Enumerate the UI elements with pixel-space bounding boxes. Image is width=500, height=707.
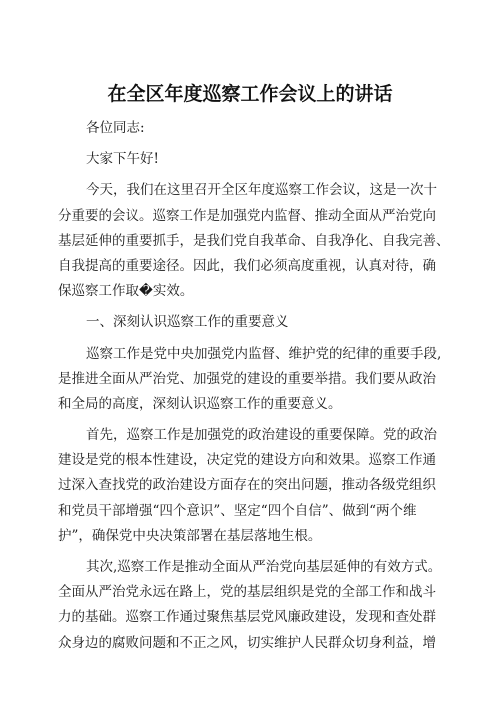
- paragraph-line: 基层延伸的重要抓手，是我们党自我革命、自我净化、自我完善、: [58, 232, 450, 249]
- paragraph-line: 过深入查找党的政治建设方面存在的突出问题，推动各级党组织: [58, 477, 436, 494]
- paragraph-line: 护”，确保党中央决策部署在基层落地生根。: [58, 527, 322, 544]
- section-heading-1: 一、深刻认识巡察工作的重要意义: [86, 314, 289, 331]
- paragraph-line: 全面从严治党永远在路上，党的基层组织是党的全部工作和战斗: [58, 584, 436, 601]
- paragraph-line: 今天，我们在这里召开全区年度巡察工作会议，这是一次十: [86, 182, 437, 199]
- paragraph-line: 自我提高的重要途径。因此，我们必须高度重视，认真对待，确: [58, 257, 436, 274]
- paragraph-line: 分重要的会议。巡察工作是加强党内监督、推动全面从严治党向: [58, 207, 436, 224]
- paragraph-line: 巡察工作是党中央加强党内监督、维护党的纪律的重要手段,: [86, 345, 442, 362]
- paragraph-line: 力的基础。巡察工作通过聚焦基层党风廉政建设，发现和查处群: [58, 609, 436, 626]
- greeting: 各位同志:: [86, 120, 145, 136]
- paragraph-line: 其次,巡察工作是推动全面从严治党向基层延伸的有效方式。: [86, 559, 442, 575]
- paragraph-line: 众身边的腐败问题和不正之风，切实维护人民群众切身利益，增: [58, 634, 436, 651]
- paragraph-line: 建设是党的根本性建设，决定党的建设方向和效果。巡察工作通: [58, 452, 436, 469]
- paragraph-line: 首先，巡察工作是加强党的政治建设的重要保障。党的政治: [86, 427, 437, 444]
- salutation: 大家下午好!: [86, 151, 159, 168]
- paragraph-4: [58, 555, 442, 656]
- paragraph-line: 是推进全面从严治党、加强党的建设的重要举措。我们要从政治: [58, 370, 436, 387]
- document-body: [58, 116, 450, 656]
- paragraph-line: 和党员干部增强“四个意识”、坚定“四个自信”、做到“两个维: [58, 502, 417, 519]
- paragraph-line: 保巡察工作取�实效。: [58, 283, 194, 300]
- paragraph-2: [58, 342, 442, 418]
- paragraph-1: [58, 178, 450, 304]
- document-title: 在全区年度巡察工作会议上的讲话: [107, 83, 393, 105]
- paragraph-3: [58, 423, 442, 549]
- paragraph-line: 和全局的高度，深刻认识巡察工作的重要意义。: [58, 395, 342, 412]
